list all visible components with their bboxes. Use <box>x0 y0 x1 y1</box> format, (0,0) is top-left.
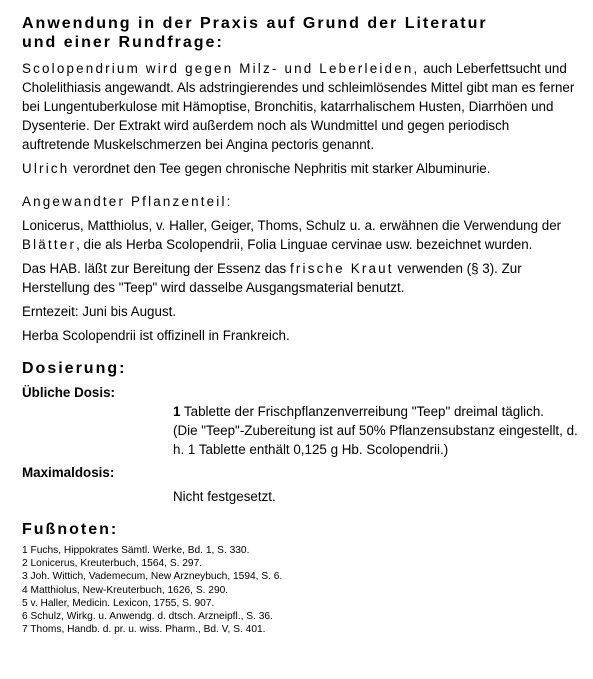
maximaldosis-label: Maximaldosis: <box>22 465 115 480</box>
footnote-item: 4 Matthiolus, New-Kreuterbuch, 1626, S. 290. <box>22 584 229 596</box>
document-page <box>22 14 578 636</box>
ubliche-dosis-note: (Die "Teep"-Zubereitung ist auf 50% Pflanzensubstanz eingestellt, d. h. 1 Tablette enthält 0,125 g Hb. Scolopendrii.) <box>173 423 578 457</box>
anwendung-paragraph-2 <box>22 159 578 178</box>
footnote-list <box>22 544 578 636</box>
paragraph-text: verwenden (§ 3). Zur Herstellung des "Teep" wird dasselbe Ausgangsmaterial benutzt. <box>22 261 522 295</box>
footnote-item: 1 Fuchs, Hippokrates Sämtl. Werke, Bd. 1, S. 330. <box>22 545 250 556</box>
footnote-item: 2 Lonicerus, Kreuterbuch, 1564, S. 297. <box>22 558 203 570</box>
ubliche-dosis-text: Tablette der Frischpflanzenverreibung "Teep" dreimal täglich. <box>180 404 545 419</box>
heading-line-2: und einer Rundfrage: <box>22 34 224 51</box>
heading-line-1: Anwendung in der Praxis auf Grund der Literatur <box>22 15 488 32</box>
anwendung-paragraph-1 <box>22 59 578 154</box>
spaced-emphasis: Ulrich <box>22 161 70 176</box>
tablet-count: 1 <box>173 404 181 419</box>
pflanzenteil-paragraph-2 <box>22 259 578 297</box>
spaced-emphasis: Blätter <box>22 237 77 252</box>
offizinell-text: Herba Scolopendrii ist offizinell in Frankreich. <box>22 328 290 343</box>
paragraph-text: auch Leberfettsucht und Cholelithiasis angewandt. Als adstringierendes und schleimlösendes Mittel gibt man es ferner bei Lungentuberkulose mit Hämoptise, Bronchitis, katarrhalischem Husten, Diarrhöen und Dysenterie. Der Extrakt wird außerdem noch als Wundmittel und gegen periodisch auftretende Muskelschmerzen bei Angina pectoris genannt. <box>22 61 575 152</box>
footnote-item: 3 Joh. Wittich, Vademecum, New Arzneybuch, 1594, S. 6. <box>22 571 283 583</box>
paragraph-text: verordnet den Tee gegen chronische Nephritis mit starker Albuminurie. <box>69 161 491 176</box>
section-heading-fussnoten: Fußnoten: <box>22 521 119 538</box>
ubliche-dosis-body <box>173 402 578 459</box>
spaced-emphasis: Scolopendrium wird gegen Milz- und Leberleiden, <box>22 61 420 76</box>
spaced-emphasis: frische Kraut <box>289 261 394 276</box>
footnote-item: 5 v. Haller, Medicin. Lexicon, 1755, S. 907. <box>22 597 215 609</box>
paragraph-text: Das HAB. läßt zur Bereitung der Essenz das <box>22 261 290 276</box>
ubliche-dosis-label: Übliche Dosis: <box>22 385 116 400</box>
footnote-item: 6 Schulz, Wirkg. u. Anwendg. d. dtsch. Arzneipfl., S. 36. <box>22 611 273 623</box>
ubliche-dosis-line <box>173 402 578 421</box>
pflanzenteil-paragraph-1 <box>22 216 578 254</box>
paragraph-text: Lonicerus, Matthiolus, v. Haller, Geiger, Thoms, Schulz u. a. erwähnen die Verwendung der <box>22 218 562 233</box>
maximaldosis-text: Nicht festgesetzt. <box>173 489 276 504</box>
footnote-item: 7 Thoms, Handb. d. pr. u. wiss. Pharm., Bd. V, S. 401. <box>22 624 266 636</box>
pflanzenteil-label: Angewandter Pflanzenteil: <box>22 194 233 209</box>
erntezeit-text: Erntezeit: Juni bis August. <box>22 304 177 319</box>
paragraph-text: , die als Herba Scolopendrii, Folia Linguae cervinae usw. bezeichnet wurden. <box>76 237 533 252</box>
section-heading-dosierung: Dosierung: <box>22 360 127 377</box>
section-heading-anwendung <box>22 14 578 52</box>
